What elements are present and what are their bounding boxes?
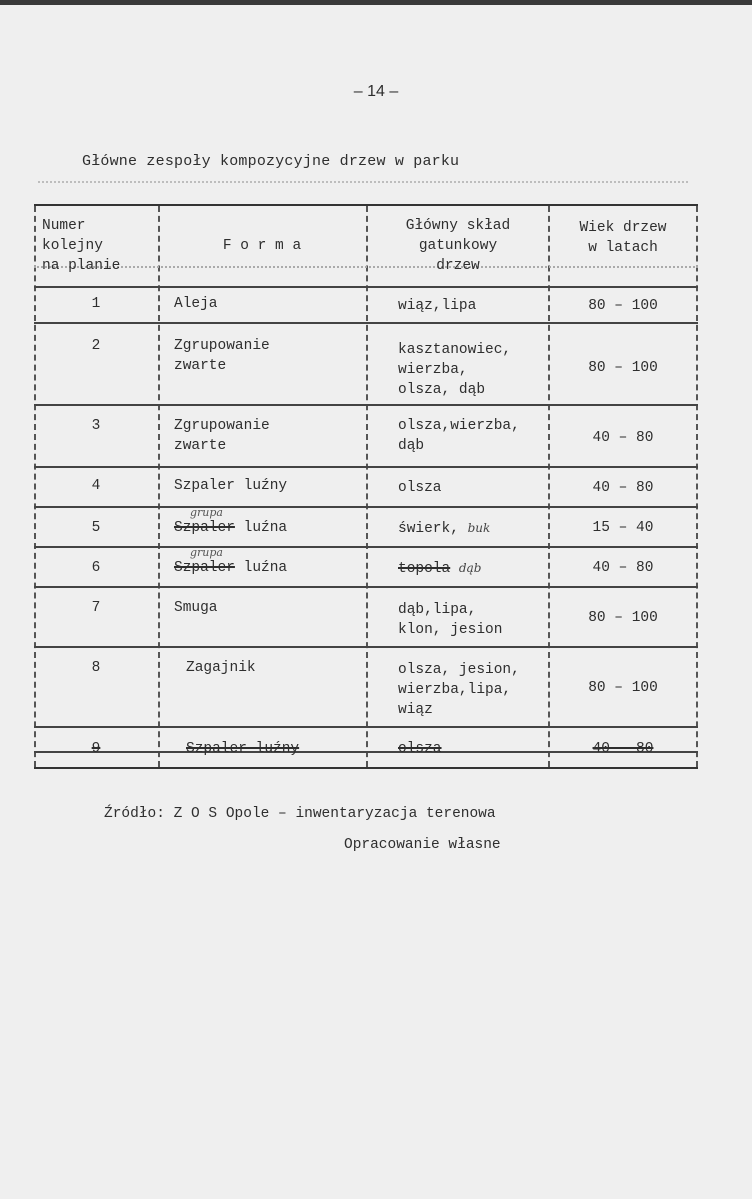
row-species: olsza, jesion, wierzba,lipa, wiąz	[398, 662, 520, 718]
row-form: Aleja	[174, 296, 218, 312]
row-species: wiąz,lipa	[398, 298, 477, 314]
row-number: 5	[91, 520, 101, 536]
divider	[38, 181, 688, 183]
row-divider	[34, 586, 698, 588]
header-form: F o r m a	[222, 238, 302, 254]
row-number: 4	[91, 478, 101, 494]
row-number: 8	[91, 660, 101, 676]
row-species: świerk, buk	[398, 521, 491, 537]
row-number: 9	[91, 741, 101, 757]
trees-table	[34, 204, 698, 769]
row-number: 7	[91, 600, 101, 616]
table-border	[696, 206, 698, 767]
row-age: 80 – 100	[588, 360, 658, 376]
column-divider	[158, 206, 160, 767]
row-age: 40 – 80	[592, 741, 654, 757]
row-form: Zagajnik	[186, 660, 256, 676]
page-number: – 14 –	[353, 83, 399, 100]
row-divider	[34, 322, 698, 324]
row-age: 40 – 80	[592, 430, 654, 446]
handwritten-note: grupa	[190, 506, 223, 519]
row-divider	[34, 286, 698, 288]
source-value: Z O S Opole – inwentaryzacja terenowa	[173, 806, 496, 822]
row-divider	[34, 466, 698, 468]
row-number: 3	[91, 418, 101, 434]
row-form: Zgrupowanie zwarte	[174, 338, 270, 374]
row-form: Smuga	[174, 600, 218, 616]
column-divider	[366, 206, 368, 767]
row-divider	[34, 404, 698, 406]
row-divider	[34, 726, 698, 728]
handwritten-note: grupa	[190, 546, 223, 559]
row-form: Szpaler luźna	[174, 560, 288, 576]
source-note: Opracowanie własne	[344, 837, 501, 853]
source-label: Źródło:	[104, 806, 165, 822]
row-number: 2	[91, 338, 101, 354]
row-age: 40 – 80	[592, 560, 654, 576]
row-age: 80 – 100	[588, 610, 658, 626]
row-divider	[34, 546, 698, 548]
row-form: Szpaler luźna	[174, 520, 288, 536]
row-age: 80 – 100	[588, 298, 658, 314]
row-age: 40 – 80	[592, 480, 654, 496]
page-title: Główne zespoły kompozycyjne drzew w parku	[82, 153, 460, 170]
header-age: Wiek drzew w latach	[579, 220, 667, 256]
row-species: topola dąb	[398, 561, 482, 577]
row-divider	[34, 646, 698, 648]
row-number: 6	[91, 560, 101, 576]
row-number: 1	[91, 296, 101, 312]
row-age: 80 – 100	[588, 680, 658, 696]
row-form: Szpaler luźny	[174, 478, 288, 494]
row-divider	[34, 506, 698, 508]
row-form: Zgrupowanie zwarte	[174, 418, 270, 454]
header-composition: Główny skład gatunkowy drzew	[405, 218, 511, 274]
row-species: kasztanowiec, wierzba, olsza, dąb	[398, 342, 512, 398]
row-species: olsza,wierzba, dąb	[398, 418, 520, 454]
header-number: Numer kolejny na planie	[42, 218, 121, 274]
row-species: dąb,lipa, klon, jesion	[398, 602, 503, 638]
row-species: olsza	[398, 741, 442, 757]
row-species: olsza	[398, 480, 442, 496]
row-age: 15 – 40	[592, 520, 654, 536]
row-form: Szpaler luźny	[186, 741, 300, 757]
source-line	[104, 806, 496, 822]
